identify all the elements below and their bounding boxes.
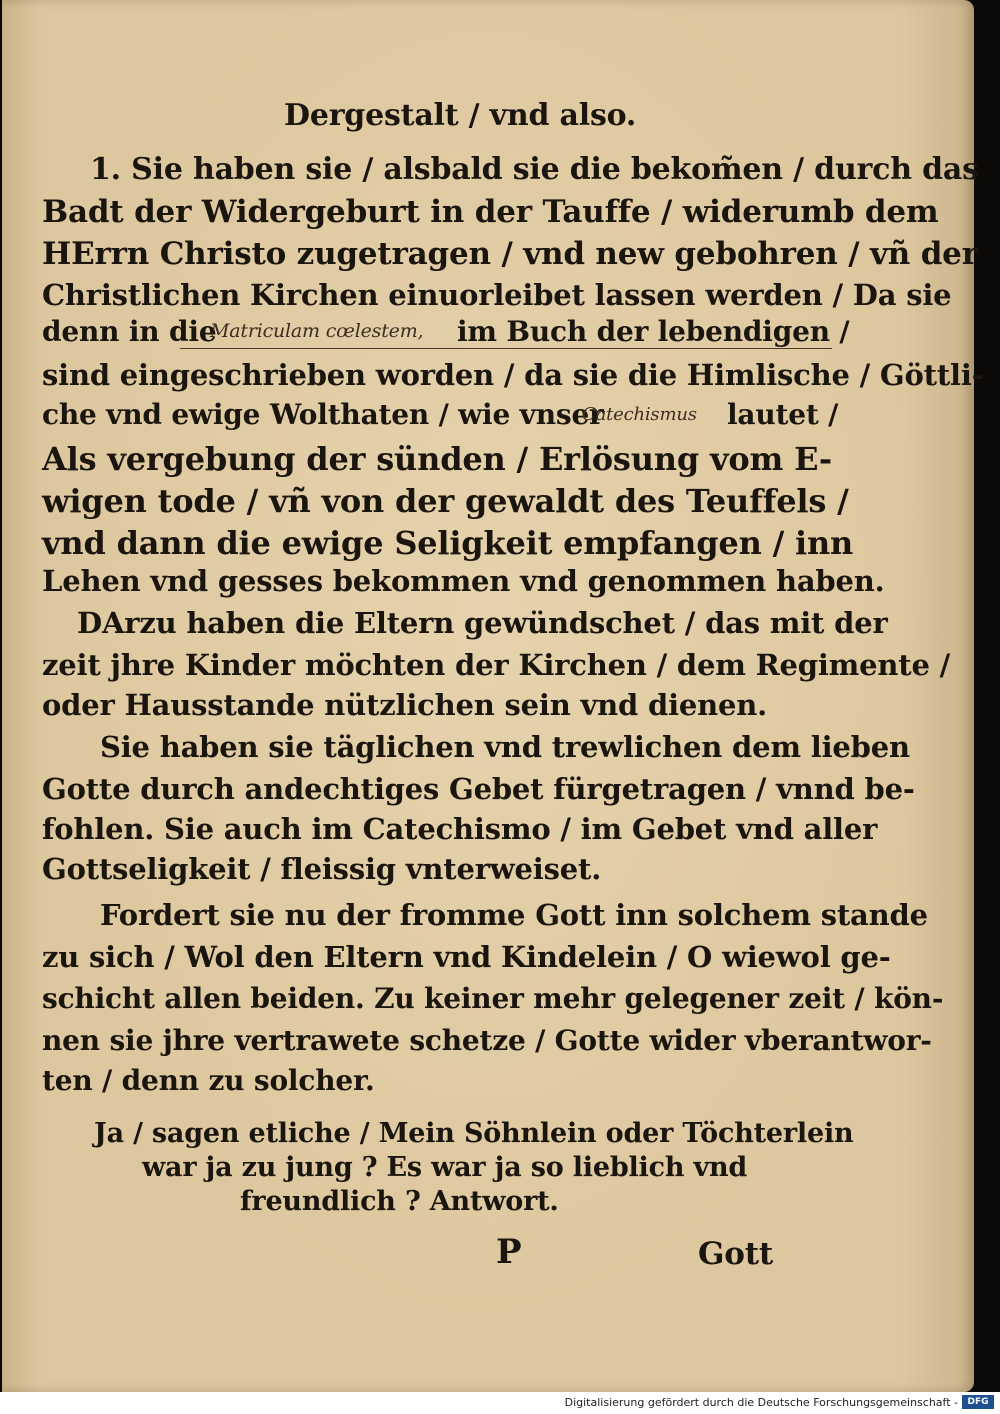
text-line-17: fohlen. Sie auch im Catechismo / im Gebet vnd aller	[42, 812, 878, 846]
objection-line-2: war ja zu jung ? Es war ja so lieblich vnd	[142, 1152, 748, 1183]
annotation-underline	[180, 348, 832, 349]
catchword: Gott	[698, 1236, 773, 1272]
text-line-8: Als vergebung der sünden / Erlösung vom E-	[42, 440, 832, 478]
text-line-20: zu sich / Wol den Eltern vnd Kindelein / O wiewol ge-	[42, 940, 891, 974]
text-line-21: schicht allen beiden. Zu keiner mehr gelegener zeit / kön-	[42, 982, 944, 1015]
text-line-7: che vnd ewige Wolthaten / wie vnser	[42, 398, 604, 431]
objection-line-1: Ja / sagen etliche / Mein Söhnlein oder Töchterlein	[94, 1118, 854, 1149]
signature-mark: P	[496, 1232, 522, 1272]
objection-line-3: freundlich ? Antwort.	[240, 1186, 559, 1217]
text-line-13: zeit jhre Kinder möchten der Kirchen / dem Regimente /	[42, 648, 951, 682]
text-line-12: DArzu haben die Eltern gewündschet / das mit der	[77, 606, 888, 640]
text-line-14: oder Hausstande nützlichen sein vnd dienen.	[42, 688, 768, 722]
text-line-3: HErrn Christo zugetragen / vnd new gebohren / vñ der	[42, 236, 978, 272]
text-line-15: Sie haben sie täglichen vnd trewlichen dem lieben	[100, 730, 910, 764]
text-line-5-tail: im Buch der lebendigen /	[457, 315, 850, 348]
page-heading: Dergestalt / vnd also.	[284, 98, 637, 133]
text-line-9: wigen tode / vñ von der gewaldt des Teuffels /	[42, 482, 849, 520]
text-line-19: Fordert sie nu der fromme Gott inn solchem stande	[100, 898, 928, 932]
text-line-11: Lehen vnd gesses bekommen vnd genommen haben.	[42, 564, 885, 598]
text-line-6: sind eingeschrieben worden / da sie die Himlische / Göttli-	[42, 358, 984, 392]
annotation-matricula: Matriculam cœlestem,	[210, 320, 424, 342]
text-line-4: Christlichen Kirchen einuorleibet lassen werden / Da sie	[42, 278, 952, 312]
text-line-22: nen sie jhre vertrawete schetze / Gotte wider vberantwor-	[42, 1024, 932, 1057]
text-line-23: ten / denn zu solcher.	[42, 1064, 375, 1097]
text-line-2: Badt der Widergeburt in der Tauffe / widerumb dem	[42, 194, 939, 230]
dfg-logo: DFG	[962, 1395, 994, 1409]
book-page	[2, 0, 984, 1392]
text-line-1: 1. Sie haben sie / alsbald sie die bekom̃en / durch das	[90, 152, 979, 187]
text-line-10: vnd dann die ewige Seligkeit empfangen / inn	[42, 524, 854, 562]
text-line-7-tail: lautet /	[727, 398, 839, 431]
text-line-18: Gottseligkeit / fleissig vnterweiset.	[42, 852, 602, 886]
footer-credit: Digitalisierung gefördert durch die Deutsche Forschungsgemeinschaft -	[564, 1396, 958, 1409]
text-line-5: denn in die	[42, 315, 217, 348]
text-line-16: Gotte durch andechtiges Gebet fürgetragen / vnnd be-	[42, 772, 915, 806]
annotation-catechismus: Catechismus	[582, 404, 697, 425]
